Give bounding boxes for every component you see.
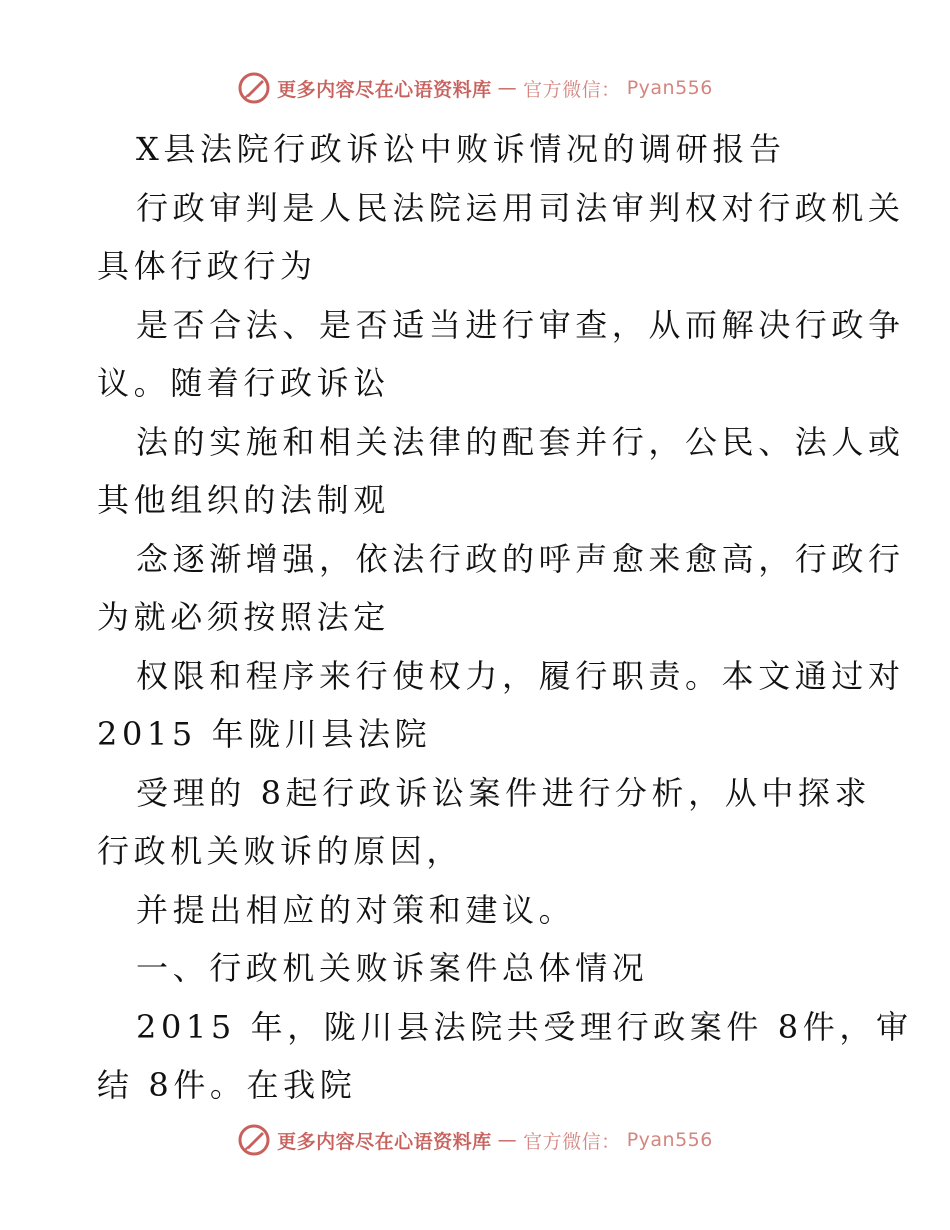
text-line: 一、行政机关败诉案件总体情况 <box>136 949 649 987</box>
text-line: 权限和程序来行使权力，履行职责。本文通过对 <box>136 656 905 695</box>
header-watermark <box>0 68 950 108</box>
watermark-dash: — <box>497 1129 518 1151</box>
text-line: 为就必须按照法定 <box>97 598 390 636</box>
text-line: 结 8件。在我院 <box>97 1066 357 1104</box>
text-line: 受理的 8起行政诉讼案件进行分析，从中探求 <box>136 773 872 812</box>
footer-watermark <box>0 1120 950 1160</box>
text-line: 2015 年陇川县法院 <box>97 715 432 753</box>
text-line: 2015 年，陇川县法院共受理行政案件 8件，审 <box>136 1007 913 1046</box>
watermark-wechat-id: Pyan556 <box>626 77 713 99</box>
text-line: 具体行政行为 <box>97 247 317 285</box>
text-line: 念逐渐增强，依法行政的呼声愈来愈高，行政行 <box>136 539 905 578</box>
document-body <box>97 120 913 1115</box>
text-line: 行政机关败诉的原因， <box>97 832 464 870</box>
quill-logo-icon <box>237 1123 271 1157</box>
text-line: 其他组织的法制观 <box>97 481 390 519</box>
text-line: 行政审判是人民法院运用司法审判权对行政机关 <box>136 188 905 227</box>
document-title: X县法院行政诉讼中败诉情况的调研报告 <box>136 130 786 168</box>
watermark-main-text: 更多内容尽在心语资料库 <box>277 78 492 101</box>
watermark-sub-text: 官方微信： <box>523 1130 621 1153</box>
watermark-main-text: 更多内容尽在心语资料库 <box>277 1130 492 1153</box>
watermark-dash: — <box>497 77 518 99</box>
text-line: 是否合法、是否适当进行审查，从而解决行政争 <box>136 305 905 344</box>
text-line: 法的实施和相关法律的配套并行，公民、法人或 <box>136 422 905 461</box>
text-line: 议。随着行政诉讼 <box>97 364 390 402</box>
watermark-sub-text: 官方微信： <box>523 78 621 101</box>
text-line: 并提出相应的对策和建议。 <box>136 890 576 929</box>
quill-logo-icon <box>237 71 271 105</box>
watermark-wechat-id: Pyan556 <box>626 1129 713 1151</box>
